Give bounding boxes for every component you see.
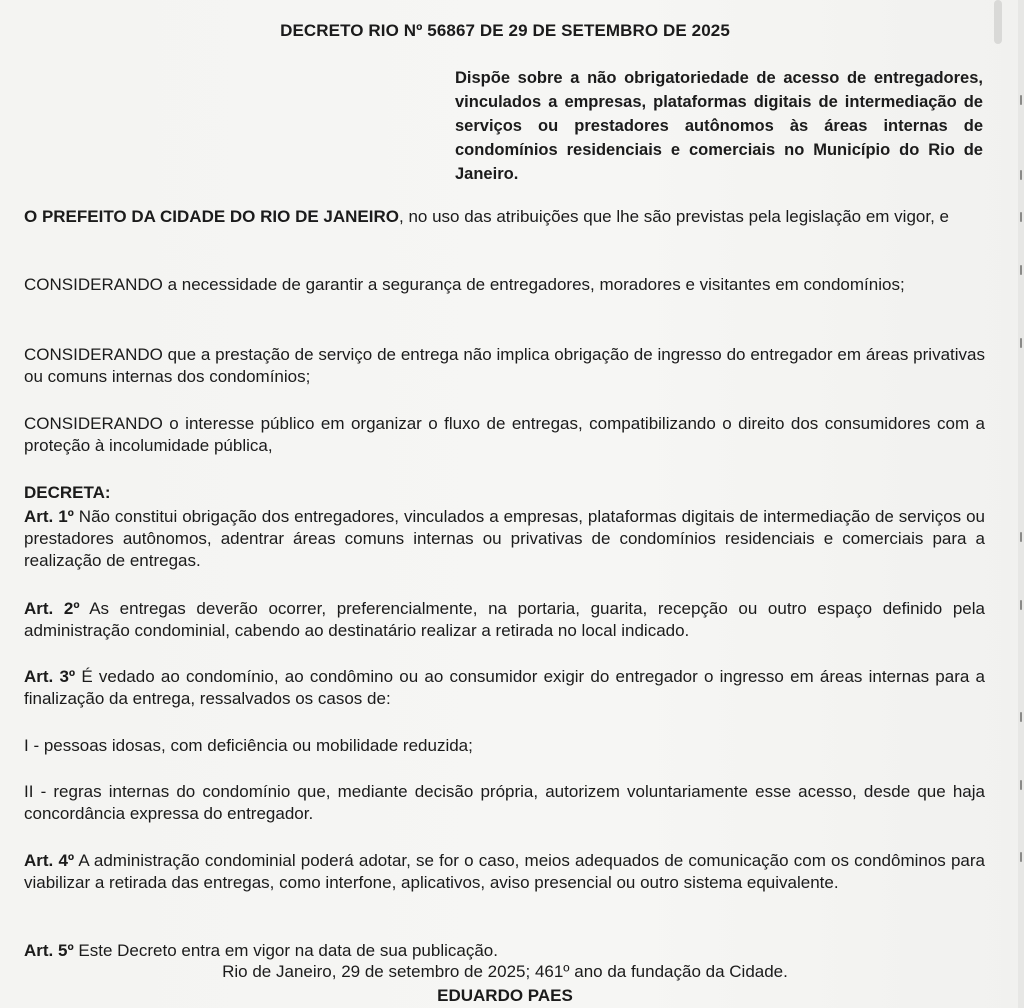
considerando-2: CONSIDERANDO que a prestação de serviço de entrega não implica obrigação de ingresso do entregador em áreas privativas ou comuns internas dos condomínios;	[24, 345, 985, 386]
preamble-lead: O PREFEITO DA CIDADE DO RIO DE JANEIRO	[24, 207, 399, 226]
preamble	[24, 206, 985, 228]
inciso-1: I - pessoas idosas, com deficiência ou mobilidade reduzida;	[24, 736, 473, 755]
edge-mark	[1020, 532, 1022, 542]
edge-mark	[1020, 212, 1022, 222]
edge-mark	[1020, 780, 1022, 790]
article-4	[24, 850, 985, 894]
article-1	[24, 506, 985, 572]
edge-mark	[1020, 170, 1022, 180]
decreta-heading: DECRETA:	[24, 483, 111, 502]
edge-mark	[1020, 600, 1022, 610]
preamble-text: , no uso das atribuições que lhe são previstas pela legislação em vigor, e	[399, 207, 949, 226]
article-4-label: Art. 4º	[24, 851, 75, 870]
article-2	[24, 598, 985, 642]
page-edge	[1018, 0, 1024, 1008]
edge-mark	[1020, 95, 1022, 105]
article-4-text: A administração condominial poderá adotar, se for o caso, meios adequados de comunicação com os condôminos para viabilizar a retirada das entregas, como interfone, aplicativos, aviso presencial ou outro sistema equivalente.	[24, 851, 985, 892]
article-5-label: Art. 5º	[24, 941, 74, 960]
edge-mark	[1020, 712, 1022, 722]
inciso-2: II - regras internas do condomínio que, mediante decisão própria, autorizem voluntariamente esse acesso, desde que haja concordância expressa do entregador.	[24, 782, 985, 823]
article-5-text: Este Decreto entra em vigor na data de sua publicação.	[73, 941, 498, 960]
decree-summary: Dispõe sobre a não obrigatoriedade de acesso de entregadores, vinculados a empresas, plataformas digitais de intermediação de serviços ou prestadores autônomos às áreas internas de condomínios residenciais e comerciais no Município do Rio de Janeiro.	[455, 69, 983, 183]
article-1-text: Não constitui obrigação dos entregadores, vinculados a empresas, plataformas digitais de intermediação de serviços ou prestadores autônomos, adentrar áreas comuns internas ou privativas de condomínios residenciais e comerciais para a realização de entregas.	[24, 507, 985, 570]
article-5	[24, 940, 985, 962]
article-2-label: Art. 2º	[24, 599, 80, 618]
signature: EDUARDO PAES	[437, 986, 573, 1005]
considerando-3: CONSIDERANDO o interesse público em organizar o fluxo de entregas, compatibilizando o direito dos consumidores com a proteção à incolumidade pública,	[24, 414, 985, 455]
article-2-text: As entregas deverão ocorrer, preferencialmente, na portaria, guarita, recepção ou outro espaço definido pela administração condominial, cabendo ao destinatário realizar a retirada no local indicado.	[24, 599, 985, 640]
edge-mark	[1020, 338, 1022, 348]
edge-mark	[1020, 265, 1022, 275]
article-1-label: Art. 1º	[24, 507, 74, 526]
article-3-text: É vedado ao condomínio, ao condômino ou ao consumidor exigir do entregador o ingresso em áreas internas para a finalização da entrega, ressalvados os casos de:	[24, 667, 985, 708]
considerando-1: CONSIDERANDO a necessidade de garantir a segurança de entregadores, moradores e visitantes em condomínios;	[24, 275, 905, 294]
article-3	[24, 666, 985, 710]
decree-title: DECRETO RIO Nº 56867 DE 29 DE SETEMBRO DE 2025	[280, 21, 730, 40]
dateline: Rio de Janeiro, 29 de setembro de 2025; 461º ano da fundação da Cidade.	[222, 962, 788, 981]
edge-mark	[1020, 852, 1022, 862]
article-3-label: Art. 3º	[24, 667, 76, 686]
